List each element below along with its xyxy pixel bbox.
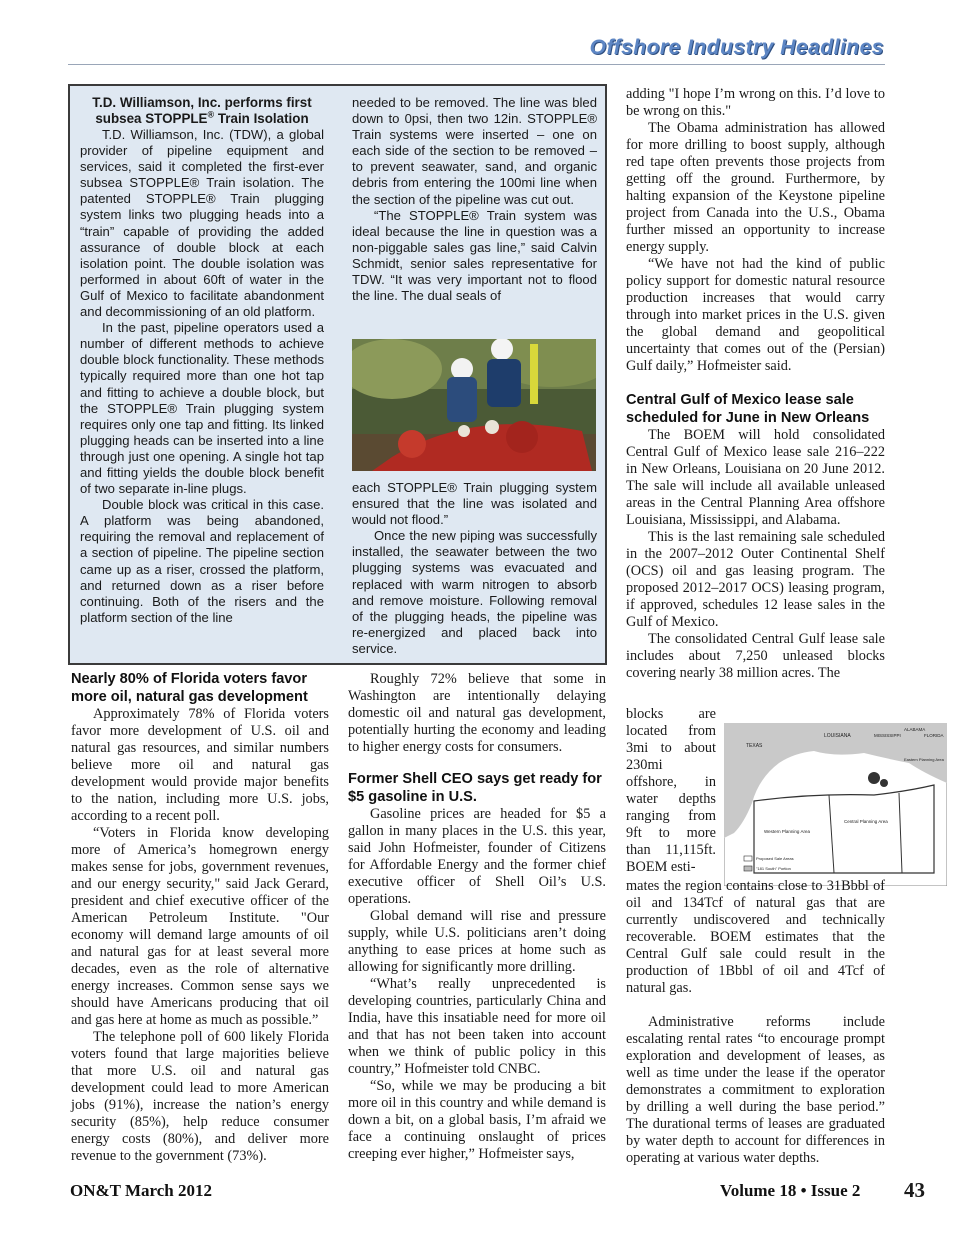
map-label-western: Western Planning Area: [764, 829, 810, 834]
sidebar-title: [80, 95, 324, 127]
florida-headline: Nearly 80% of Florida voters favor more oil, natural gas development: [71, 671, 308, 705]
map-legend-sale-areas: Proposed Sale Areas: [756, 856, 794, 861]
map-label-louisiana: LOUISIANA: [824, 733, 851, 739]
sidebar-col-1: [80, 95, 324, 626]
sidebar-title-line2b: Train Isolation: [214, 111, 309, 126]
florida-continued-paragraph: Roughly 72% believe that some in Washington are intentionally delaying domestic oil and natural gas development, potentially hurting the economy and leading to higher energy costs for consumers.: [348, 671, 606, 755]
map-label-texas: TEXAS: [746, 743, 763, 749]
gulf-lease-map: [724, 723, 947, 886]
shell-continued-paragraph: The Obama administration has allowed for more drilling to boost supply, although red tape often prevents those projects from getting off the ground. Furthermore, by halting expansion of the Keystone pipeline project from Canada into the U.S., Obama further missed an opportunity to increase energy supply.: [626, 120, 885, 255]
sidebar-paragraph: needed to be removed. The line was bled down to 0psi, then two 12in. STOPPLE® Train systems were inserted – one on each side of the section to be removed – to prevent seawater, sand, and organic debris from entering the 100mi line when the section of the pipeline was cut out.: [352, 95, 597, 207]
shell-paragraph: Global demand will rise and pressure supply, while U.S. politicians aren’t doing anything to ease prices at home such as allowing for significantly more drilling.: [348, 908, 606, 975]
sidebar-paragraph: In the past, pipeline operators used a number of different methods to achieve double block functionality. These methods typically required more than one hot tap and fitting to achieve a double block, but the STOPPLE® Train plugging system requires only one tap and fitting. Its linked plugging heads can be inserted into a line through just one opening. A single hot tap and fitting yields the double block benefit of two separate in-line plugs.: [80, 320, 324, 497]
sidebar-paragraph: T.D. Williamson, Inc. (TDW), a global provider of pipeline equipment and services, said it completed the first-ever subsea STOPPLE® Train isolation. The patented STOPPLE® Train plugging system links two plugging heads into a “train” capable of providing the added assurance of double block at each isolation point. The double isolation was performed in about 60ft of water in the Gulf of Mexico to facilitate abandonment and decommissioning of an old platform.: [80, 127, 324, 320]
lease-continued: [626, 878, 885, 1167]
lease-headline: Central Gulf of Mexico lease sale scheduled for June in New Orleans: [626, 392, 870, 426]
section-header: Offshore Industry Headlines: [589, 36, 884, 59]
shell-paragraph: “What’s really unprecedented is developing countries, particularly China and India, have this insatiable need for more oil and that has not been taken into account when we think of public policy in this country,” Hofmeister told CNBC.: [348, 976, 606, 1077]
florida-paragraph: Approximately 78% of Florida voters favor more development of U.S. oil and natural gas resources, and similar numbers believe more oil and natural gas development would provide major benefits to the nation, including more U.S. jobs, according to a recent poll.: [71, 706, 329, 824]
sidebar-paragraph: each STOPPLE® Train plugging system ensured that the line was isolated and would not flood.”: [352, 480, 597, 528]
footer-volume: Volume 18 • Issue 2: [720, 1181, 861, 1200]
sidebar-col-2-bottom: [352, 480, 597, 657]
shell-paragraph: Gasoline prices are headed for $5 a gallon in many places in the U.S. this year, said John Hofmeister, founder of Citizens for Affordable Energy and the former chief executive officer of Shell Oil’s U.S. operations.: [348, 806, 606, 907]
map-label-mississippi: MISSISSIPPI: [874, 733, 901, 738]
shell-continued-paragraph: “We have not had the kind of public policy support for domestic natural resource production increases that would carry through into market prices in the U.S. given the global demand and geopolitical uncertainty that comes out of the (Persian) Gulf daily,” Hofmeister said.: [626, 256, 885, 374]
map-label-florida: FLORIDA: [924, 733, 944, 738]
map-label-alabama: ALABAMA: [904, 727, 926, 732]
florida-paragraph: “Voters in Florida know developing more of America’s homegrown energy makes sense for jobs, government revenues, and our energy security," said Jack Gerard, president and chief executive officer of the American Petroleum Institute. "Our economy will demand large amounts of oil and natural gas for at least several more decades, even as the role of alternative energy increases. Common sense says we should have Americans producing that oil and gas here at home as much as possible.”: [71, 825, 329, 1028]
workers-photo: [352, 339, 596, 471]
florida-paragraph: The telephone poll of 600 likely Florida voters found that large majorities believe that more U.S. oil and natural gas development could lead to more American jobs (91%), increase the nation’s energy security (85%), help reduce consumer energy costs (80%), and deliver more revenue to the government (73%).: [71, 1029, 329, 1164]
middle-column: [348, 671, 606, 1163]
map-label-central: Central Planning Area: [844, 819, 888, 824]
right-column: [626, 86, 885, 682]
lease-paragraph: This is the last remaining sale scheduled in the 2007–2012 Outer Continental Shelf (OCS) oil and gas leasing program. The proposed 2012–2017 OCS) leasing program, if approved, schedules 12 lease sales in the Gulf of Mexico.: [626, 529, 885, 630]
sidebar-paragraph: Once the new piping was successfully installed, the seawater between the two plugging systems was evacuated and replaced with warm nitrogen to absorb and remove moisture. Following removal of the plugging heads, the pipeline was re-energized and placed back into service.: [352, 528, 597, 656]
shell-continued-paragraph: adding "I hope I’m wrong on this. I’d love to be wrong on this.": [626, 86, 885, 119]
lease-paragraph: Administrative reforms include escalating rental rates “to encourage prompt exploration and development of leases, as well as time under the lease if the operator demonstrates a commitment to exploration by drilling a well during the base period.” The durational terms of leases are graduated by water depth to account for differences in operating at various water depths.: [626, 1014, 885, 1166]
shell-headline: Former Shell CEO says get ready for $5 gasoline in U.S.: [348, 771, 602, 805]
map-label-eastern: Eastern Planning Area: [904, 757, 944, 762]
header-rule: [68, 64, 885, 65]
registered-mark: ®: [207, 109, 215, 120]
footer-publication: ON&T March 2012: [70, 1181, 212, 1200]
lease-paragraph: mates the region contains close to 31Bbbl of oil and 134Tcf of natural gas that are currently undiscovered and technically recoverable. BOEM estimates that the Central Gulf sale could result in the production of 1Bbbl of oil and 4Tcf of natural gas.: [626, 878, 885, 996]
shell-paragraph: “So, while we may be producing a bit more oil in this country and while demand is down a bit, on a global basis, I’m afraid we face a continuing onslaught of prices creeping ever higher,” Hofmeister says,: [348, 1078, 606, 1162]
lease-paragraph: The consolidated Central Gulf lease sale includes about 7,250 unleased blocks covering nearly 38 million acres. The: [626, 631, 885, 681]
sidebar-paragraph: Double block was critical in this case. A platform was being abandoned, requiring the removal and replacement of a section of pipeline. The pipeline section came up as a riser, crossed the platform, and returned down as a riser before continuing. Both of the risers and the platform section of the line: [80, 497, 324, 625]
sidebar-title-line1: T.D. Williamson, Inc. performs first: [92, 95, 312, 110]
sidebar-paragraph: “The STOPPLE® Train system was ideal because the line in question was a non-piggable sales gas line,” said Calvin Schmidt, senior sales representative for TDW. “It was very important not to flood the line. The dual seals of: [352, 207, 597, 304]
page-number: 43: [904, 1178, 925, 1202]
lease-wrap-text: blocks are located from 3mi to about 230mi offshore, in water depths ranging from 9ft to more than 11,115ft. BOEM esti-: [626, 706, 716, 875]
sidebar-col-2-top: [352, 95, 597, 304]
sidebar-title-line2a: subsea STOPPLE: [95, 111, 208, 126]
map-legend-181-south: "181 South" Portion: [756, 866, 791, 871]
lease-paragraph: The BOEM will hold consolidated Central Gulf of Mexico lease sale 216–222 in New Orleans, Louisiana on 20 June 2012. The sale will include all available unleased areas in the Central Planning Area offshore Louisiana, Mississippi, and Alabama.: [626, 427, 885, 528]
florida-article: [71, 671, 329, 1165]
